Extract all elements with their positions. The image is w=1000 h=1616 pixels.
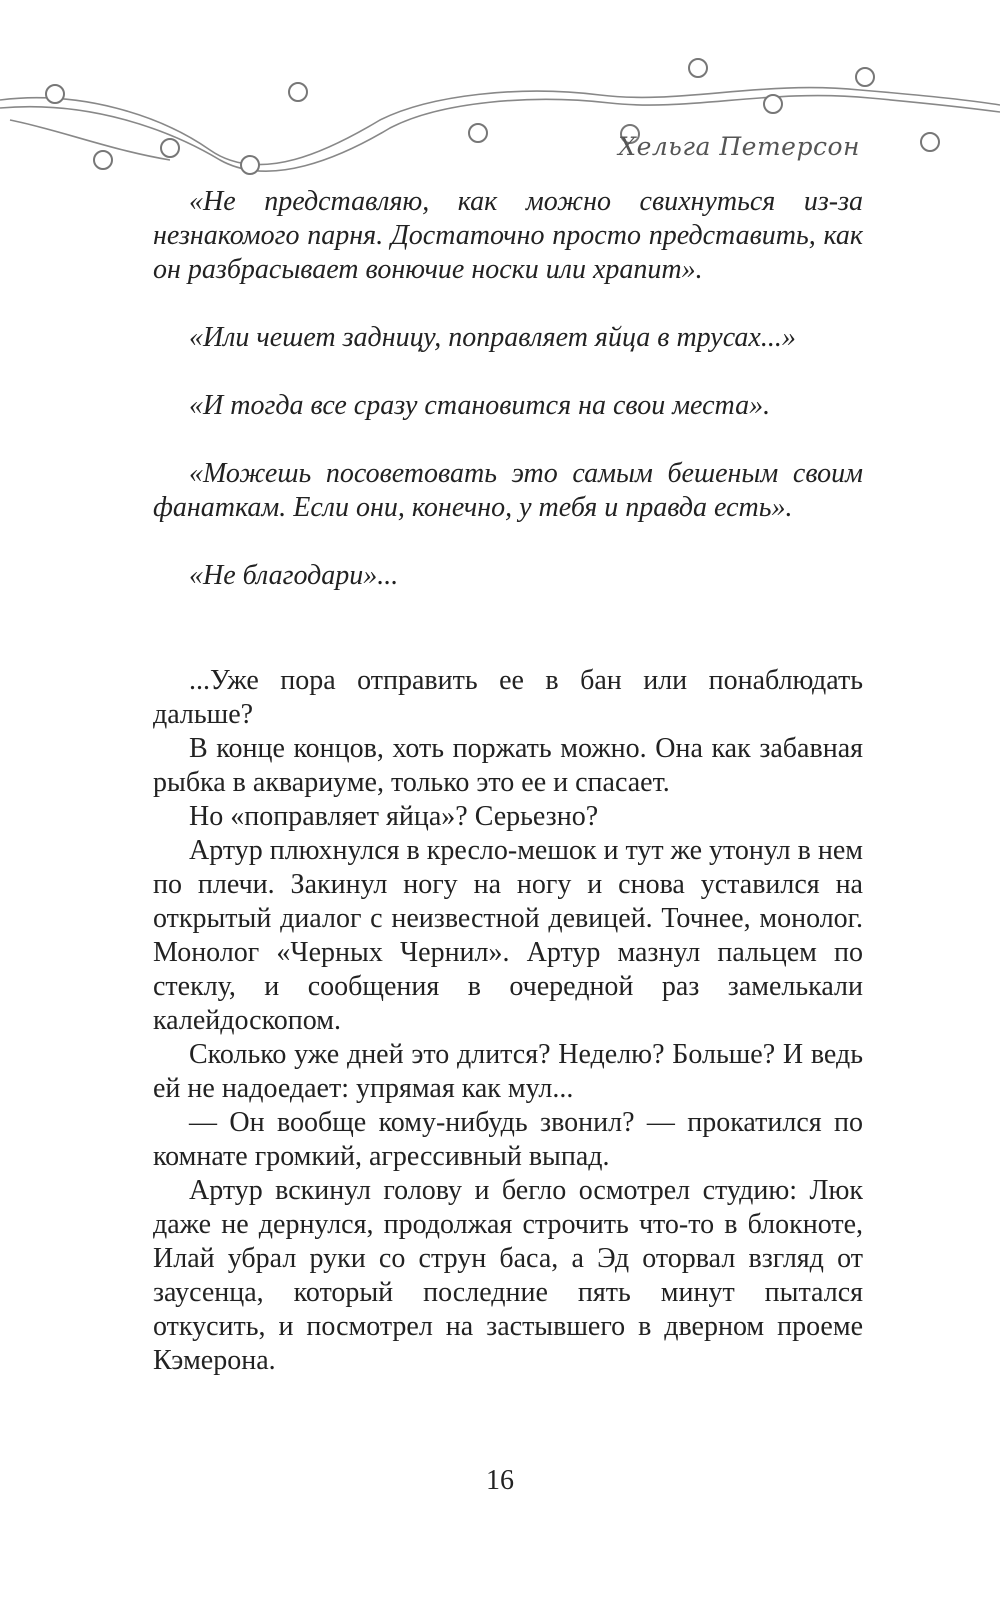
quote-section	[153, 185, 863, 627]
bulb-icon	[469, 124, 487, 142]
bulb-icon	[241, 156, 259, 174]
quote-line: «Не представляю, как можно свихнуться из-за незнакомого парня. Достаточно просто представить, как он разбрасывает вонючие носки или храпит».	[153, 186, 863, 285]
paragraph: В конце концов, хоть поржать можно. Она как забавная рыбка в аквариуме, только это ее и спасает.	[153, 733, 863, 798]
paragraph: ...Уже пора отправить ее в бан или понаблюдать дальше?	[153, 665, 863, 730]
quote-line: «И тогда все сразу становится на свои места».	[189, 390, 771, 421]
quote-line: «Можешь посоветовать это самым бешеным своим фанаткам. Если они, конечно, у тебя и правда есть».	[153, 458, 863, 523]
quote-line: «Или чешет задницу, поправляет яйца в трусах...»	[189, 322, 796, 353]
paragraph: Артур плюхнулся в кресло-мешок и тут же утонул в нем по плечи. Закинул ногу на ногу и снова уставился на открытый диалог с неизвестной девицей. Точнее, монолог. Монолог «Черных Чернил». Артур мазнул пальцем по стеклу, и сообщения в очередной раз замелькали калейдоскопом.	[153, 835, 863, 1036]
bulb-icon	[856, 68, 874, 86]
bulb-icon	[94, 151, 112, 169]
bulb-icon	[161, 139, 179, 157]
paragraph: Сколько уже дней это длится? Неделю? Больше? И ведь ей не надоедает: упрямая как мул...	[153, 1039, 863, 1104]
garland-ornament	[0, 0, 1000, 200]
running-head-author: Хельга Петерсон	[618, 132, 860, 161]
quote-line: «Не благодари»...	[189, 560, 399, 591]
bulb-icon	[764, 95, 782, 113]
paragraph: — Он вообще кому-нибудь звонил? — прокатился по комнате громкий, агрессивный выпад.	[153, 1107, 863, 1172]
paragraph: Но «поправляет яйца»? Серьезно?	[189, 801, 599, 832]
bulb-icon	[921, 133, 939, 151]
bulb-icon	[289, 83, 307, 101]
bulb-icon	[689, 59, 707, 77]
page-number: 16	[486, 1465, 514, 1496]
paragraph: Артур вскинул голову и бегло осмотрел студию: Люк даже не дернулся, продолжая строчить что-то в блокноте, Илай убрал руки со струн баса, а Эд оторвал взгляд от заусенца, который последние пять минут пытался откусить, и посмотрел на застывшего в дверном проеме Кэмерона.	[153, 1175, 863, 1376]
bulb-icon	[46, 85, 64, 103]
prose-section	[153, 664, 863, 1378]
